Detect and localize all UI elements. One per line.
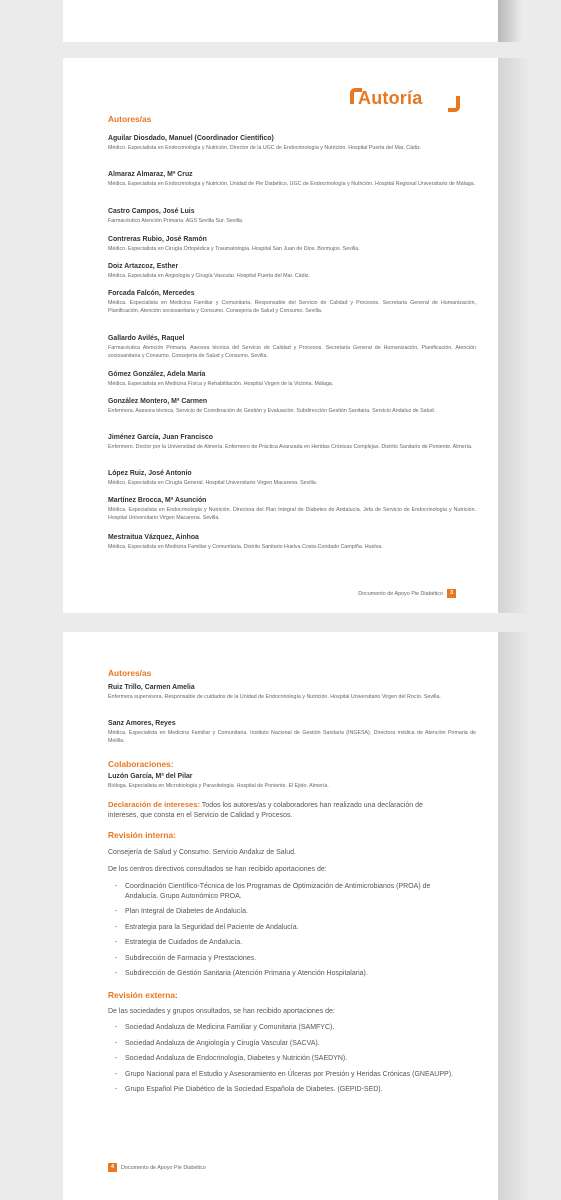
author-desc: Enfermera. Asesora técnica. Servicio de Coordinación de Gestión y Evaluación. Subdirección Gestión Sanitaria. Servicio Andaluz de Salud. xyxy=(108,408,436,414)
page-number: 4 xyxy=(108,1163,117,1172)
author-desc: Médica. Especialista en Medicina Familiar y Comunitaria. Responsable del Servicio de Calidad y Procesos. Secretaría General de Humanización, Planificación, Atención sociosanitaria y Consumo. Consejería de Salud y Consumo. Sevilla. xyxy=(108,300,476,314)
author-entry xyxy=(108,684,476,702)
author-name: Martínez Brocca, Mª Asunción xyxy=(108,497,207,504)
author-name: Ruiz Trillo, Carmen Amelia xyxy=(108,684,195,691)
internal-review-line1: Consejería de Salud y Consumo. Servicio Andaluz de Salud. xyxy=(108,849,296,856)
author-entry xyxy=(108,171,476,189)
list-item: - Sociedad Andaluza de Angiología y Cirugía Vascular (SACVA). xyxy=(115,1039,455,1049)
page-number: 3 xyxy=(447,589,456,598)
page-footer xyxy=(108,1163,206,1172)
internal-review-list xyxy=(115,882,455,985)
previous-page-fragment xyxy=(63,0,498,42)
author-name: Forcada Falcón, Mercedes xyxy=(108,290,195,297)
document-page-4 xyxy=(63,632,498,1200)
author-entry xyxy=(108,497,476,522)
external-review-line: De las sociedades y grupos onsultados, se han recibido aportaciones de: xyxy=(108,1008,335,1015)
author-desc: Enfermero. Doctor por la Universidad de Almería. Enfermero de Práctica Avanzada en Heridas Crónicas Complejas. Distrito Sanitario de Poniente. Almería. xyxy=(108,444,473,450)
author-entry xyxy=(108,434,476,452)
list-item: - Subdirección de Gestión Sanitaria (Atención Primaria y Atención Hospitalaria). xyxy=(115,969,455,979)
author-desc: Médico. Especialista en Cirugía Ortopédica y Traumatología. Hospital San Juan de Dios. Bormujos. Sevilla. xyxy=(108,246,360,252)
collaborator-desc: Bióloga. Especialista en Microbiología y Parasitología. Hospital de Poniente. El Ejido. Almería. xyxy=(108,783,329,789)
internal-review-line2: De los centros directivos consultados se han recibido aportaciones de: xyxy=(108,866,327,873)
author-desc: Médica. Especialista en Endocrinología y Nutrición. Directora del Plan Integral de Diabetes de Andalucía. Jefa de Servicio de Endocrinología y Nutrición. Hospital Universitario Virgen Macarena. Sevilla. xyxy=(108,507,476,521)
author-name: Aguilar Diosdado, Manuel (Coordinador Científico) xyxy=(108,135,274,142)
author-desc: Médica. Especialista en Medicina Física y Rehabilitación. Hospital Virgen de la Victoria. Málaga. xyxy=(108,381,334,387)
author-entry xyxy=(108,398,476,416)
author-desc: Médica. Especialista en Medicina Familiar y Comunitaria. Distrito Sanitario Huelva Costa-Condado Campiña. Huelva. xyxy=(108,544,383,550)
author-entry xyxy=(108,335,476,360)
interests-text: Todos los autores/as y colaboradores han realizado una declaración de intereses, que consta en el Servicio de Calidad y Procesos. xyxy=(108,802,423,819)
footer-text: Documento de Apoyo Pie Diabético xyxy=(121,1164,206,1171)
author-desc: Farmacéutico Atención Primaria. AGS Sevilla Sur. Sevilla. xyxy=(108,218,244,224)
author-entry xyxy=(108,290,476,315)
list-item: - Subdirección de Farmacia y Prestaciones. xyxy=(115,954,455,964)
author-name: Mestraitua Vázquez, Ainhoa xyxy=(108,534,199,541)
author-name: Doiz Artazcoz, Esther xyxy=(108,263,179,270)
author-name: Almaraz Almaraz, Mª Cruz xyxy=(108,171,193,178)
autoria-logo xyxy=(350,84,460,116)
author-name: Sanz Amores, Reyes xyxy=(108,720,176,727)
author-name: González Montero, Mª Carmen xyxy=(108,398,208,405)
author-name: Castro Campos, José Luis xyxy=(108,208,195,215)
author-entry xyxy=(108,208,476,226)
author-entry xyxy=(108,236,476,254)
logo-word: Autoría xyxy=(358,88,423,108)
author-name: Contreras Rubio, José Ramón xyxy=(108,236,207,243)
author-desc: Farmacéutica Atención Primaria. Asesora técnica del Servicio de Calidad y Procesos. Secretaría General de Humanización, Planificación, Atención sociosanitaria y Consumo. Consejería de Salud y Consumo. Sevilla. xyxy=(108,345,476,359)
list-item: - Sociedad Andaluza de Endocrinología, Diabetes y Nutrición (SAEDYN). xyxy=(115,1054,455,1064)
author-name: Gómez González, Adela María xyxy=(108,371,206,378)
author-entry xyxy=(108,263,476,281)
author-name: Jiménez García, Juan Francisco xyxy=(108,434,213,441)
author-entry xyxy=(108,371,476,389)
list-item: - Estrategia para la Seguridad del Paciente de Andalucía. xyxy=(115,923,455,933)
author-desc: Médico. Especialista en Cirugía General. Hospital Universitario Virgen Macarena. Sevilla. xyxy=(108,480,318,486)
interests-heading: Declaración de intereses: xyxy=(108,800,201,809)
external-review-list xyxy=(115,1023,455,1101)
author-entry xyxy=(108,720,476,745)
list-item: - Coordinación Científico-Técnica de los Programas de Optimización de Antimicrobianos (PROA) de Andalucía. Grupo Autonómico PROA. xyxy=(115,882,455,901)
collaborator-name: Luzón García, Mª del Pilar xyxy=(108,773,193,780)
list-item: - Grupo Español Pie Diabético de la Sociedad Española de Diabetes. (GEPID-SED). xyxy=(115,1085,455,1095)
list-item: - Plan Integral de Diabetes de Andalucía. xyxy=(115,907,455,917)
author-name: López Ruiz, José Antonio xyxy=(108,470,192,477)
author-entry xyxy=(108,470,476,488)
page-footer xyxy=(358,589,456,598)
list-item: - Grupo Nacional para el Estudio y Asesoramiento en Úlceras por Presión y Heridas Crónicas (GNEAUPP). xyxy=(115,1070,455,1080)
document-page-3 xyxy=(63,58,498,613)
author-name: Gallardo Avilés, Raquel xyxy=(108,335,185,342)
collaborations-heading: Colaboraciones: xyxy=(108,759,174,769)
interests-paragraph xyxy=(108,800,453,820)
external-review-heading: Revisión externa: xyxy=(108,990,178,1000)
author-desc: Médica. Especialista en Medicina Familiar y Comunitaria. Instituto Nacional de Gestión Sanitaria (INGESA). Directora médica de Atención Primaria de Melilla. xyxy=(108,730,476,744)
author-entry xyxy=(108,135,476,153)
author-desc: Médica. Especialista en Angiología y Cirugía Vascular. Hospital Puerta del Mar. Cádiz. xyxy=(108,273,310,279)
authors-heading: Autores/as xyxy=(108,668,152,678)
internal-review-heading: Revisión interna: xyxy=(108,830,176,840)
list-item: - Estrategia de Cuidados de Andalucía. xyxy=(115,938,455,948)
list-item: - Sociedad Andaluza de Medicina Familiar y Comunitaria (SAMFYC). xyxy=(115,1023,455,1033)
footer-text: Documento de Apoyo Pie Diabético xyxy=(358,590,443,597)
author-entry xyxy=(108,534,476,552)
author-desc: Médico. Especialista en Endocrinología y Nutrición. Director de la UGC de Endocrinología y Nutrición. Hospital Puerta del Mar. Cádiz. xyxy=(108,145,422,151)
author-desc: Médica. Especialista en Endocrinología y Nutrición. Unidad de Pie Diabético, UGC de Endocrinología y Nutrición. Hospital Regional Universitario de Málaga. xyxy=(108,181,476,187)
authors-heading: Autores/as xyxy=(108,114,152,124)
author-desc: Enfermera supervisora. Responsable de cuidados de la Unidad de Endocrinología y Nutrición. Hospital Universitario Virgen del Rocío. Sevilla. xyxy=(108,694,441,700)
collaborator-entry xyxy=(108,773,476,791)
